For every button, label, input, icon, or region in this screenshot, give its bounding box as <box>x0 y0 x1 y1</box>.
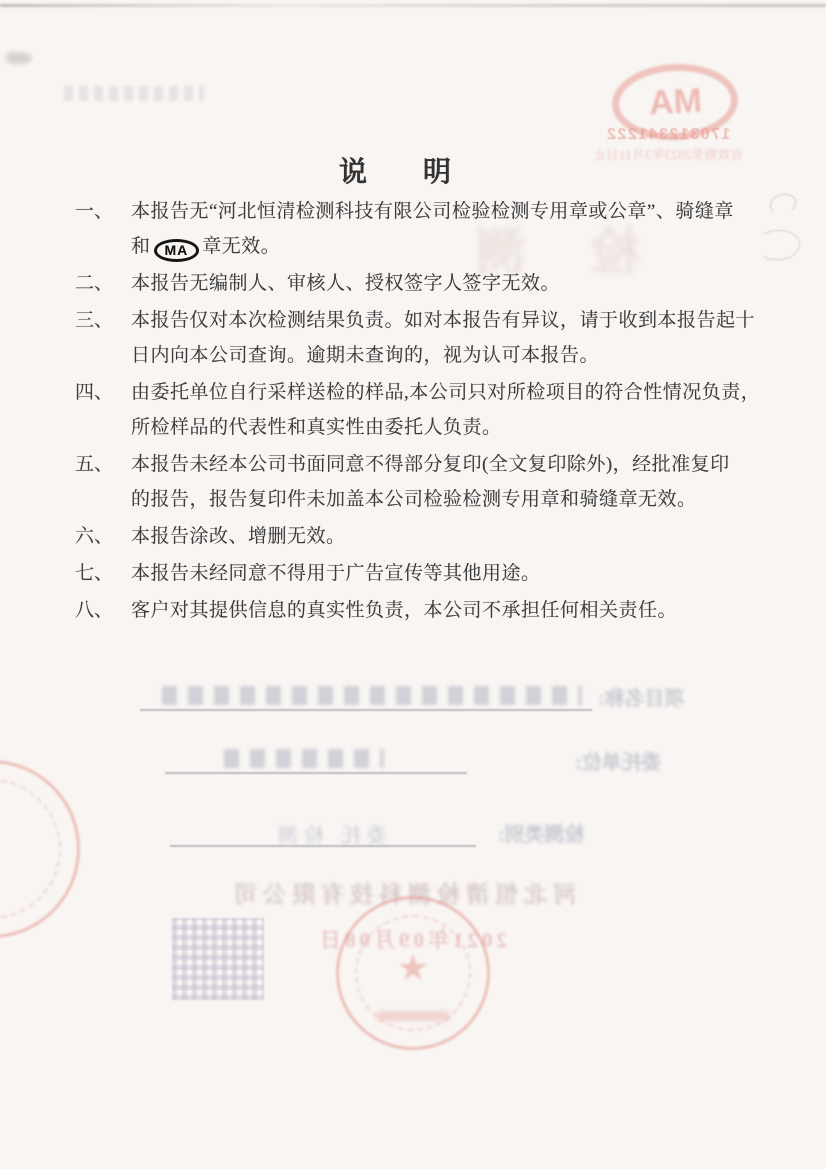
bleedthrough-company-name: 河北恒清检测科技有限公司 <box>228 882 576 907</box>
item-line: 本报告未经本公司书面同意不得部分复印(全文复印除外)，经批准复印 <box>131 454 730 475</box>
seal-arc-text <box>0 779 61 919</box>
item-line: 本报告涂改、增删无效。 <box>131 526 346 547</box>
scan-speck <box>6 52 32 64</box>
cma-stamp-letters: MA <box>647 81 703 122</box>
notice-item <box>75 266 770 301</box>
bleedthrough-field-underline <box>170 845 476 847</box>
bleedthrough-field-label: 项目名称: <box>598 688 685 710</box>
item-line: 的报告，报告复印件未加盖本公司检验检测专用章和骑缝章无效。 <box>131 489 697 510</box>
bleedthrough-field-value <box>162 686 582 705</box>
item-number: 二、 <box>75 273 114 294</box>
notice-item <box>75 519 770 554</box>
bleedthrough-field-value: 委托 检测 <box>272 825 387 847</box>
item-number: 六、 <box>75 526 114 547</box>
cma-validity-line: 有效期至2023年3月11日止 <box>592 148 744 162</box>
round-seal-bleedthrough-icon <box>336 896 490 1050</box>
notice-item <box>75 593 770 628</box>
qr-code-bleedthrough-icon <box>172 918 264 1000</box>
item-text: 和 <box>131 236 151 257</box>
notice-item <box>75 194 770 264</box>
item-line: 所检样品的代表性和真实性由委托人负责。 <box>131 417 502 438</box>
round-seal-left-edge-icon <box>0 760 80 938</box>
bleedthrough-title-shadow: 检 测 <box>450 224 641 280</box>
notice-item <box>75 447 770 517</box>
item-body <box>131 303 770 373</box>
item-number: 七、 <box>75 563 114 584</box>
item-body <box>131 447 770 517</box>
item-body <box>131 556 770 591</box>
item-line <box>131 229 770 264</box>
bleedthrough-field-value <box>224 749 384 768</box>
seal-star-icon: ★ <box>396 948 430 988</box>
item-line: 由委托单位自行采样送检的样品,本公司只对所检项目的符合性情况负责， <box>131 382 761 403</box>
bleedthrough-field-label: 委托单位: <box>575 752 662 774</box>
notice-item <box>75 303 770 373</box>
bleedthrough-field-underline <box>140 709 592 711</box>
item-line: 本报告仅对本次检测结果负责。如对本报告有异议，请于收到本报告起十 <box>131 310 756 331</box>
item-line: 本报告未经同意不得用于广告宣传等其他用途。 <box>131 563 541 584</box>
item-number: 三、 <box>75 310 114 331</box>
item-line: 本报告无编制人、审核人、授权签字人签字无效。 <box>131 273 561 294</box>
item-body <box>131 194 770 264</box>
bleedthrough-header-smudge <box>64 86 204 101</box>
bleedthrough-date: 2021年09月08日 <box>316 928 507 952</box>
notice-list <box>75 194 770 630</box>
item-number: 一、 <box>75 201 114 222</box>
bleedthrough-field-label: 检测类别: <box>498 824 585 846</box>
item-body <box>131 266 770 301</box>
page-title: 说 明 <box>338 157 451 188</box>
bleedthrough-field-underline <box>165 772 467 774</box>
item-text: 章无效。 <box>202 236 281 257</box>
scan-edge-line <box>0 4 826 7</box>
item-line: 本报告无“河北恒清检测科技有限公司检验检测专用章或公章”、骑缝章 <box>131 201 734 222</box>
cma-certificate-number: 170312341222 <box>605 126 731 143</box>
item-line: 客户对其提供信息的真实性负责，本公司不承担任何相关责任。 <box>131 600 678 621</box>
item-body <box>131 519 770 554</box>
seal-bottom-text <box>376 1011 450 1021</box>
item-number: 五、 <box>75 454 114 475</box>
cma-mark-icon: MA <box>154 239 200 262</box>
item-body <box>131 593 770 628</box>
item-number: 四、 <box>75 382 114 403</box>
item-body <box>131 375 770 445</box>
right-edge-smudge <box>770 194 796 214</box>
notice-item <box>75 556 770 591</box>
item-number: 八、 <box>75 600 114 621</box>
notice-item <box>75 375 770 445</box>
item-line: 日内向本公司查询。逾期未查询的，视为认可本报告。 <box>131 345 600 366</box>
